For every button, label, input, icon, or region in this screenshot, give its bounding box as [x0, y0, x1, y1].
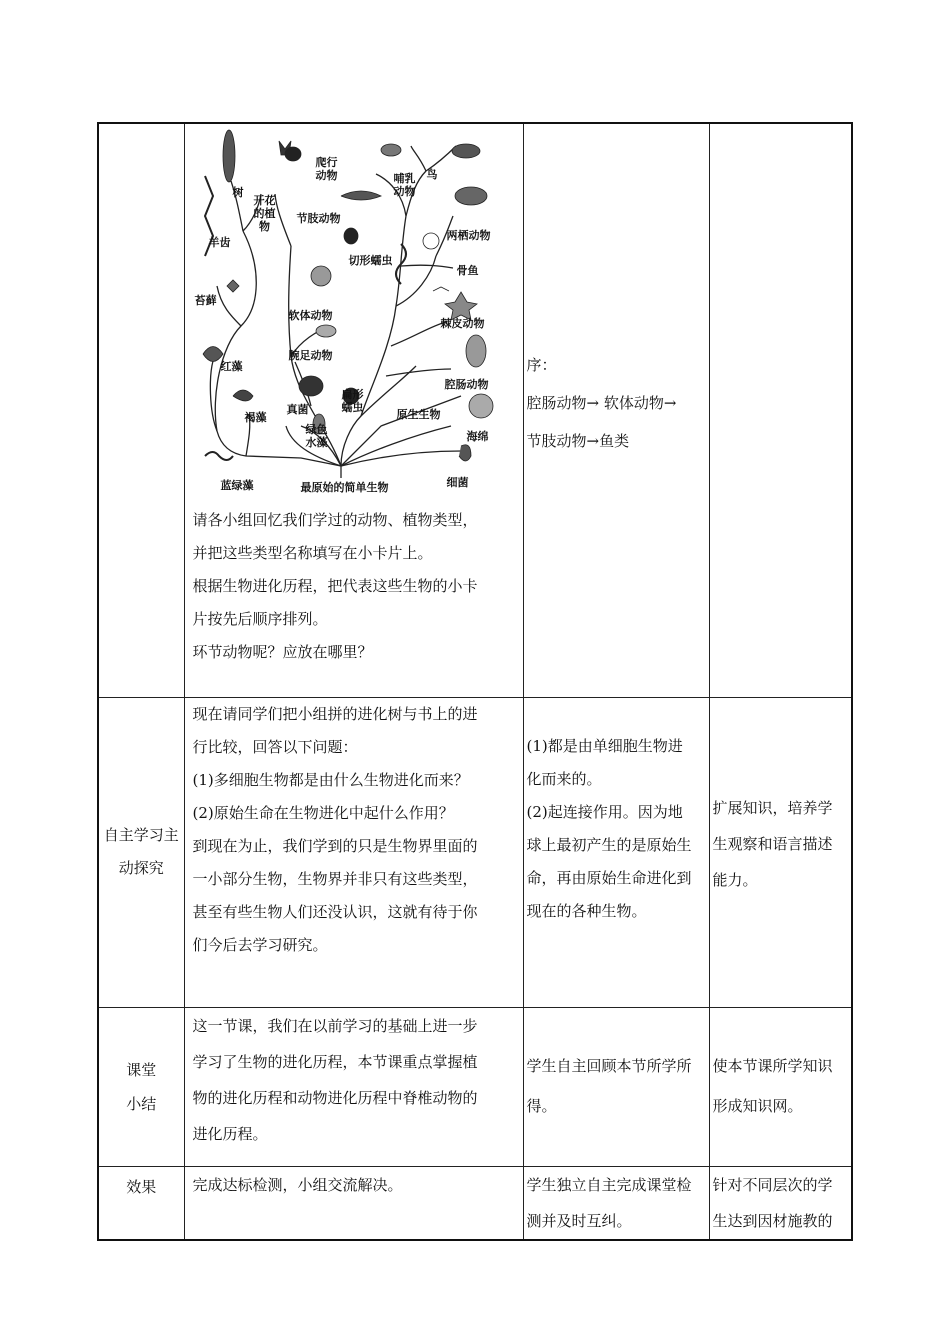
label-sponge: 海绵	[466, 430, 489, 443]
table-row-effect	[98, 1166, 852, 1240]
label-fern: 羊齿	[208, 236, 231, 249]
activity-cell-effect	[184, 1166, 523, 1240]
label-mollusc: 软体动物	[288, 309, 333, 322]
stage-cell-self-study	[98, 697, 184, 1007]
label-echinoderm: 棘皮动物	[440, 317, 485, 330]
student-line: 测并及时互纠。	[526, 1211, 632, 1230]
intent-line: 能力。	[712, 870, 758, 889]
student-line: 命，再由原始生命进化到	[526, 868, 692, 887]
activity-line: 到现在为止，我们学到的只是生物界里面的	[192, 836, 478, 855]
stage-cell-empty	[98, 123, 184, 697]
intent-line: 形成知识网。	[712, 1096, 803, 1115]
lesson-plan-table	[97, 122, 853, 1241]
stage-label-self-study: 自主学习主动探究	[103, 826, 179, 877]
label-moss: 苔藓	[194, 294, 217, 307]
activity-line: 物的进化历程和动物进化历程中脊椎动物的	[192, 1088, 478, 1107]
label-simplest: 最原始的简单生物	[300, 481, 389, 494]
label-coelenterate: 腔肠动物	[444, 378, 489, 391]
label-flowering: 开花的植物	[253, 194, 276, 233]
intent-line: 生观察和语言描述	[712, 834, 833, 853]
activity-line: 们今后去学习研究。	[192, 935, 328, 954]
label-fungi: 真菌	[286, 403, 309, 416]
label-amphibian: 两栖动物	[446, 229, 491, 242]
activity-line: 进化历程。	[192, 1124, 268, 1143]
evolution-tree-figure	[191, 126, 507, 498]
activity-text-tree	[185, 498, 523, 669]
activity-cell-summary	[184, 1007, 523, 1166]
intent-line: 扩展知识，培养学	[712, 798, 833, 817]
student-line: 节肢动物→鱼类	[526, 432, 630, 450]
student-cell-effect	[523, 1166, 709, 1240]
student-line: 化而来的。	[526, 769, 602, 788]
student-line: 学生独立自主完成课堂检	[526, 1175, 692, 1194]
intent-line: 针对不同层次的学	[712, 1175, 833, 1194]
student-line: 得。	[526, 1096, 557, 1115]
activity-line: 环节动物呢？应放在哪里？	[192, 643, 373, 661]
activity-line: 学习了生物的进化历程，本节课重点掌握植	[192, 1052, 478, 1071]
intent-cell-summary	[709, 1007, 852, 1166]
activity-line: 请各小组回忆我们学过的动物、植物类型，	[192, 511, 478, 529]
stage-label-effect: 效果	[126, 1177, 157, 1196]
student-line: 学生自主回顾本节所学所	[526, 1056, 692, 1075]
student-text-tree	[527, 346, 707, 460]
label-bird: 鸟	[426, 168, 438, 181]
intent-cell-self-study	[709, 697, 852, 1007]
label-red-algae: 红藻	[220, 360, 243, 373]
intent-line: 使本节课所学知识	[712, 1056, 833, 1075]
label-annelid: 切形蠕虫	[348, 254, 393, 267]
activity-line: 完成达标检测，小组交流解决。	[192, 1175, 403, 1194]
label-flatworm: 扁形蠕虫	[341, 388, 364, 414]
label-brachiopod: 腕足动物	[288, 349, 333, 362]
label-green-algae: 绿色水藻	[305, 423, 328, 449]
stage-cell-summary	[98, 1007, 184, 1166]
evolution-tree-branches	[191, 126, 507, 498]
label-blue-green: 蓝绿藻	[220, 479, 254, 492]
stage-label-summary: 课堂小结	[126, 1060, 157, 1113]
activity-line: 一小部分生物，生物界并非只有这些类型，	[192, 869, 478, 888]
label-mammal: 哺乳动物	[393, 172, 416, 198]
activity-line: 甚至有些生物人们还没认识，这就有待于你	[192, 902, 478, 921]
table-row-tree	[98, 123, 852, 697]
intent-line: 生达到因材施教的	[712, 1211, 833, 1230]
activity-cell-self-study	[184, 697, 523, 1007]
label-bacteria: 细菌	[446, 476, 469, 489]
student-cell-tree	[523, 123, 709, 697]
table-row-self-study	[98, 697, 852, 1007]
student-line: 腔肠动物→ 软体动物→	[526, 394, 677, 412]
activity-line: 根据生物进化历程，把代表这些生物的小卡	[192, 577, 478, 595]
label-brown-algae: 褐藻	[244, 411, 267, 424]
intent-cell-effect	[709, 1166, 852, 1240]
label-arthropod: 节肢动物	[296, 212, 341, 225]
activity-line: 这一节课，我们在以前学习的基础上进一步	[192, 1016, 478, 1035]
student-line: 现在的各种生物。	[526, 901, 647, 920]
activity-line: 行比较，回答以下问题：	[192, 737, 358, 756]
student-cell-summary	[523, 1007, 709, 1166]
label-tree: 树	[232, 186, 244, 199]
student-line: (2)起连接作用。因为地	[526, 802, 683, 821]
activity-line: 并把这些类型名称填写在小卡片上。	[192, 544, 433, 562]
student-line: 球上最初产生的是原始生	[526, 835, 692, 854]
stage-cell-effect	[98, 1166, 184, 1240]
activity-line: (1)多细胞生物都是由什么生物进化而来？	[192, 770, 469, 789]
label-reptile: 爬行动物	[315, 156, 338, 182]
label-bony-fish: 骨鱼	[456, 264, 479, 277]
activity-line: (2)原始生命在生物进化中起什么作用？	[192, 803, 454, 822]
student-cell-self-study	[523, 697, 709, 1007]
student-line: (1)都是由单细胞生物进	[526, 736, 683, 755]
table-row-summary	[98, 1007, 852, 1166]
intent-cell-tree	[709, 123, 852, 697]
activity-line: 现在请同学们把小组拼的进化树与书上的进	[192, 704, 478, 723]
activity-cell-tree	[184, 123, 523, 697]
student-line: 序：	[526, 356, 557, 374]
label-protozoa: 原生生物	[396, 408, 441, 421]
activity-line: 片按先后顺序排列。	[192, 610, 328, 628]
